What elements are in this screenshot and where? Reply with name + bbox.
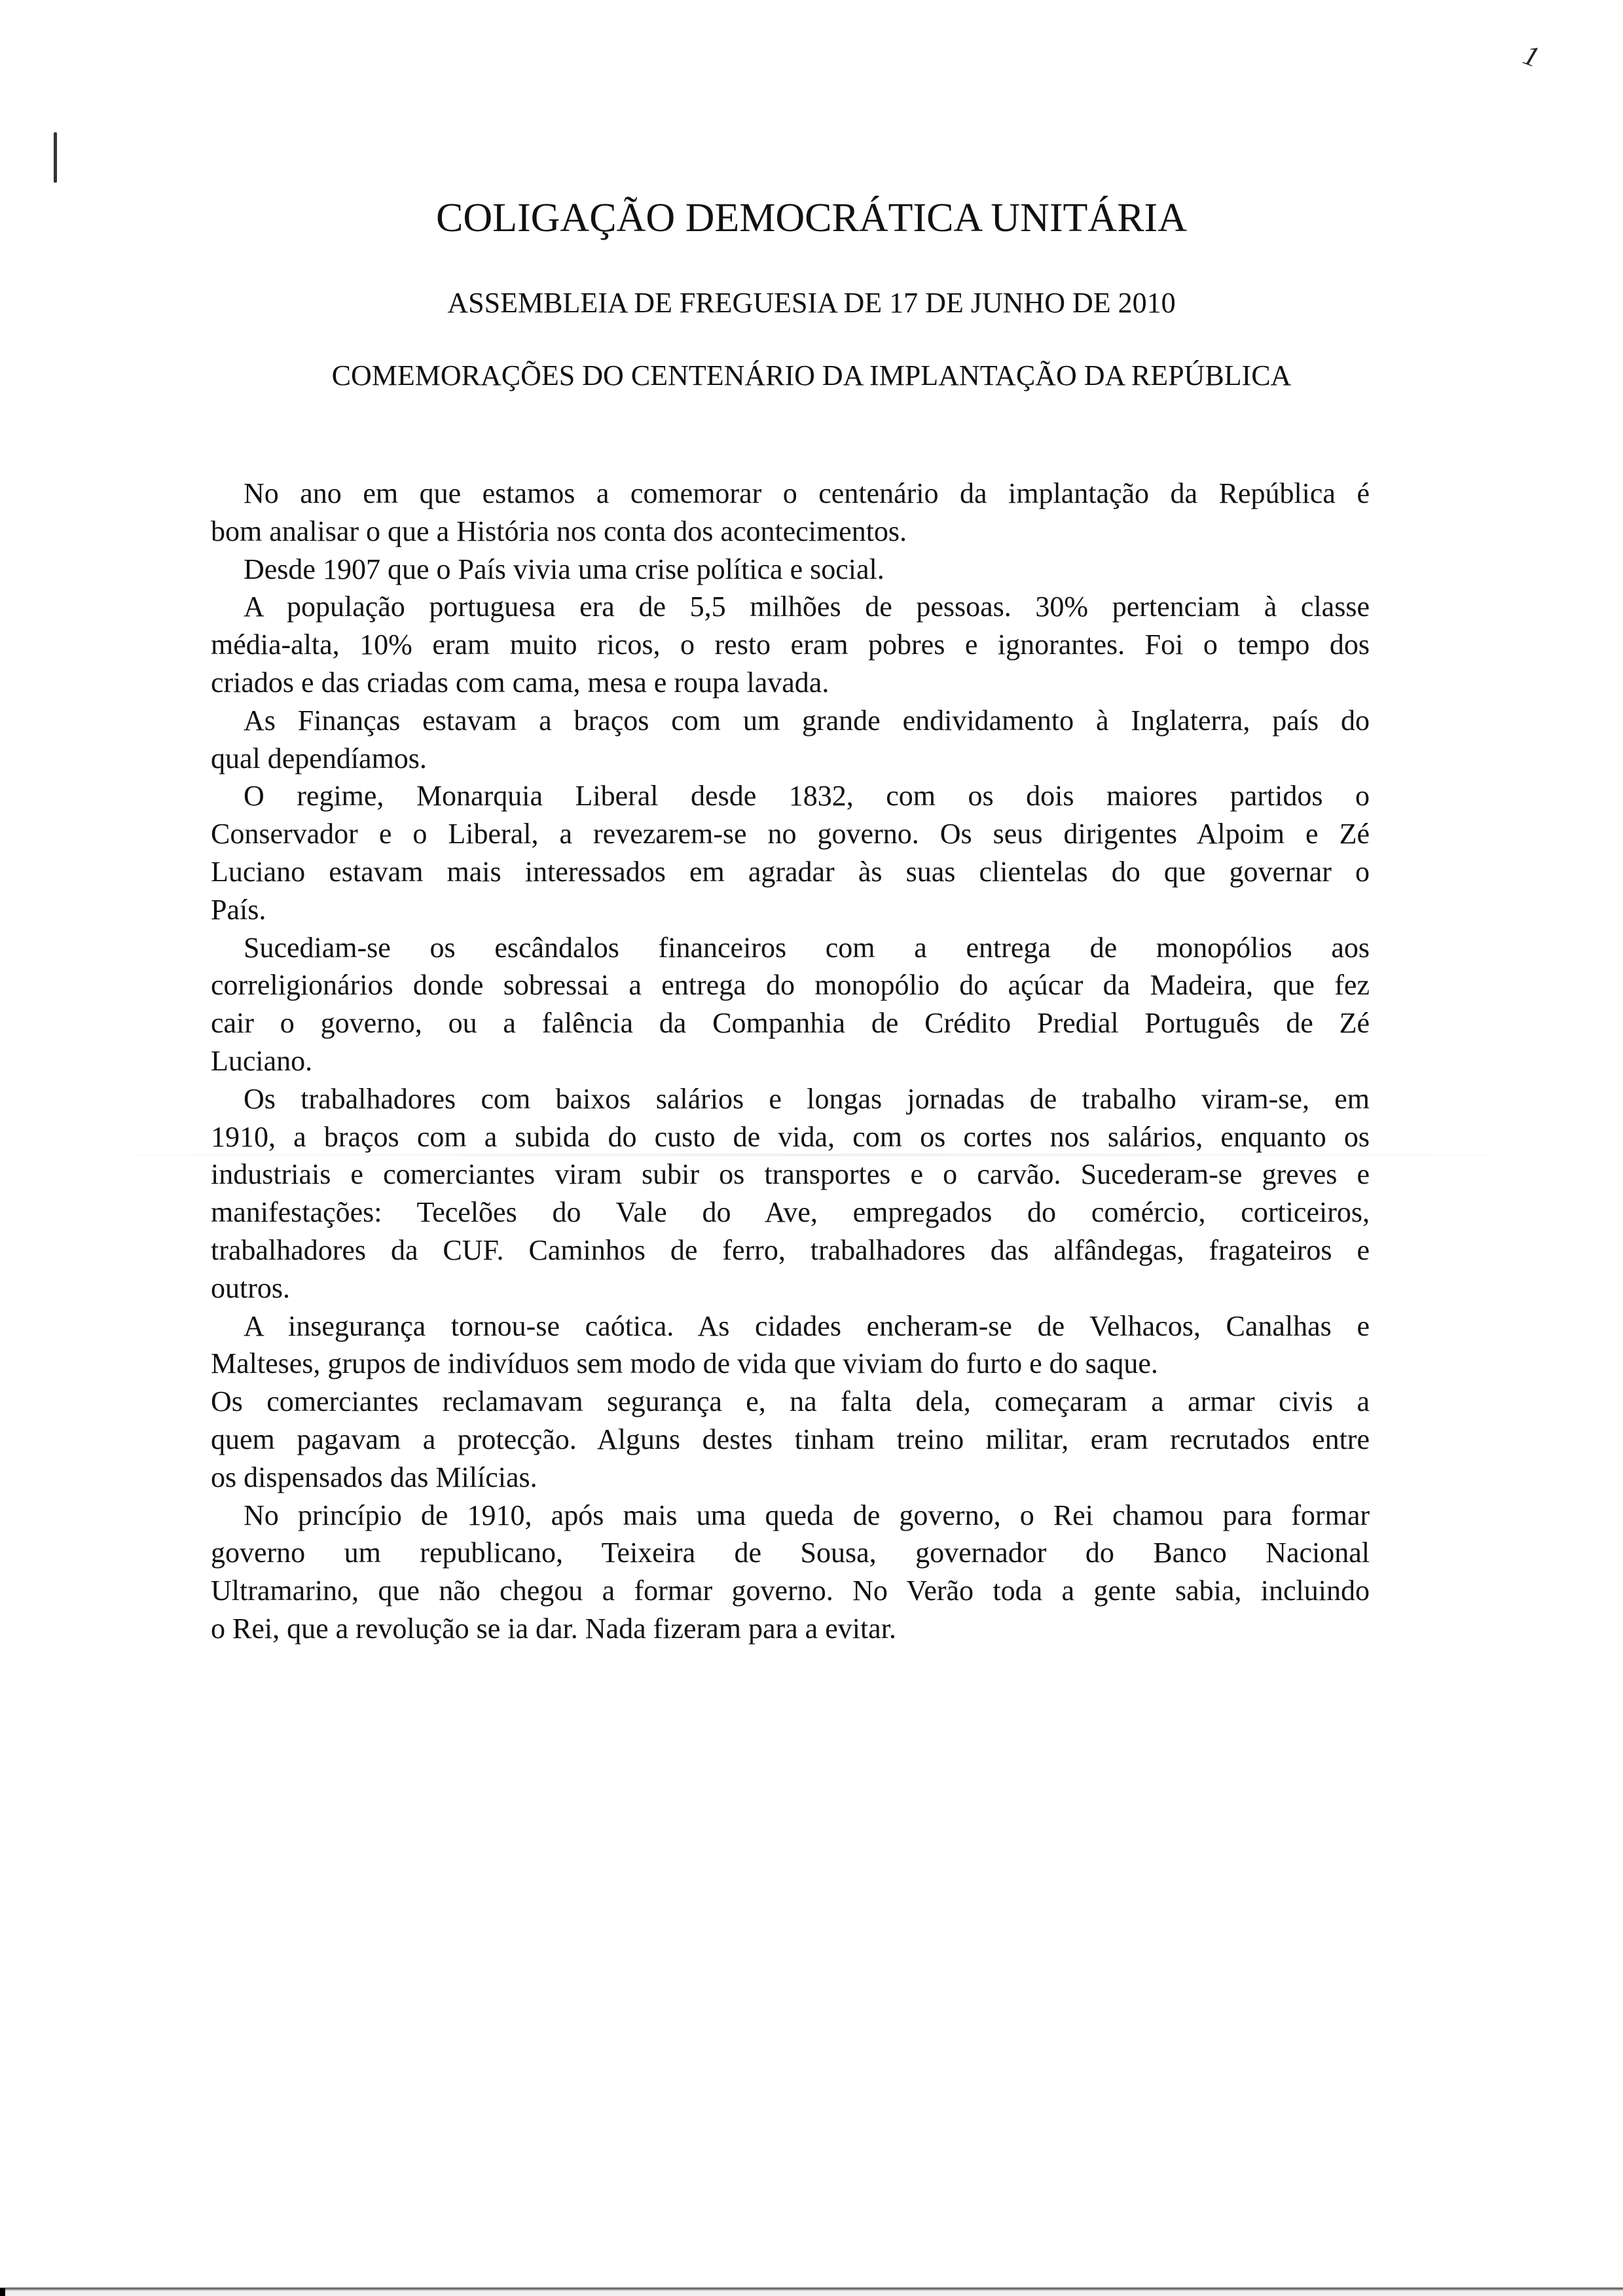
text-line: o Rei, que a revolução se ia dar. Nada fizeram para a evitar.: [211, 1612, 896, 1645]
text-line: cair o governo, ou a falência da Companhia de Crédito Predial Português de Zé: [211, 1007, 1370, 1040]
text-line: Os trabalhadores com baixos salários e longas jornadas de trabalho viram-se, em: [244, 1082, 1370, 1115]
text-line: quem pagavam a protecção. Alguns destes tinham treino militar, eram recrutados entre: [211, 1423, 1370, 1455]
scan-bottom-edge: [0, 2287, 1623, 2296]
text-line: média-alta, 10% eram muito ricos, o resto eram pobres e ignorantes. Foi o tempo dos: [211, 629, 1370, 661]
document-subtitle: ASSEMBLEIA DE FREGUESIA DE 17 DE JUNHO DE 2010: [447, 287, 1176, 319]
text-line: Ultramarino, que não chegou a formar governo. No Verão toda a gente sabia, incluindo: [211, 1575, 1370, 1607]
text-line: A população portuguesa era de 5,5 milhões de pessoas. 30% pertenciam à classe: [244, 591, 1370, 623]
text-line: Luciano.: [211, 1044, 313, 1077]
document-title: COLIGAÇÃO DEMOCRÁTICA UNITÁRIA: [436, 196, 1187, 240]
text-line: No princípio de 1910, após mais uma queda de governo, o Rei chamou para formar: [244, 1499, 1370, 1531]
margin-mark: [54, 132, 57, 183]
document-heading: COMEMORAÇÕES DO CENTENÁRIO DA IMPLANTAÇÃO DA REPÚBLICA: [331, 359, 1292, 392]
scan-corner-mark: [0, 2288, 5, 2296]
text-line: País.: [211, 893, 266, 926]
text-line: No ano em que estamos a comemorar o centenário da implantação da República é: [244, 477, 1370, 509]
text-line: criados e das criadas com cama, mesa e roupa lavada.: [211, 666, 830, 699]
text-line: Sucediam-se os escândalos financeiros com a entrega de monopólios aos: [244, 931, 1370, 964]
document-body: [211, 475, 1370, 1648]
text-line: Conservador e o Liberal, a revezarem-se no governo. Os seus dirigentes Alpoim e Zé: [211, 818, 1370, 850]
text-line: correligionários donde sobressai a entrega do monopólio do açúcar da Madeira, que fez: [211, 969, 1370, 1002]
text-line: O regime, Monarquia Liberal desde 1832, com os dois maiores partidos o: [244, 780, 1370, 812]
text-line: qual dependíamos.: [211, 742, 427, 774]
text-line: Desde 1907 que o País vivia uma crise política e social.: [244, 553, 884, 585]
text-line: Os comerciantes reclamavam segurança e, na falta dela, começaram a armar civis a: [211, 1385, 1370, 1418]
text-line: bom analisar o que a História nos conta dos acontecimentos.: [211, 515, 907, 547]
text-line: 1910, a braços com a subida do custo de vida, com os cortes nos salários, enquanto os: [211, 1120, 1370, 1153]
text-line: governo um republicano, Teixeira de Sousa, governador do Banco Nacional: [211, 1537, 1370, 1569]
text-line: manifestações: Tecelões do Vale do Ave, empregados do comércio, corticeiros,: [211, 1196, 1370, 1229]
text-line: A insegurança tornou-se caótica. As cidades encheram-se de Velhacos, Canalhas e: [244, 1309, 1370, 1342]
text-line: outros.: [211, 1271, 290, 1304]
page-number: 1: [1519, 38, 1544, 74]
text-line: trabalhadores da CUF. Caminhos de ferro, trabalhadores das alfândegas, fragateiros e: [211, 1233, 1370, 1266]
text-line: os dispensados das Milícias.: [211, 1461, 538, 1493]
text-line: industriais e comerciantes viram subir os transportes e o carvão. Sucederam-se greves e: [211, 1158, 1370, 1191]
text-line: Malteses, grupos de indivíduos sem modo de vida que viviam do furto e do saque.: [211, 1347, 1158, 1380]
text-line: As Finanças estavam a braços com um grande endividamento à Inglaterra, país do: [244, 704, 1370, 737]
text-line: Luciano estavam mais interessados em agradar às suas clientelas do que governar o: [211, 855, 1370, 888]
